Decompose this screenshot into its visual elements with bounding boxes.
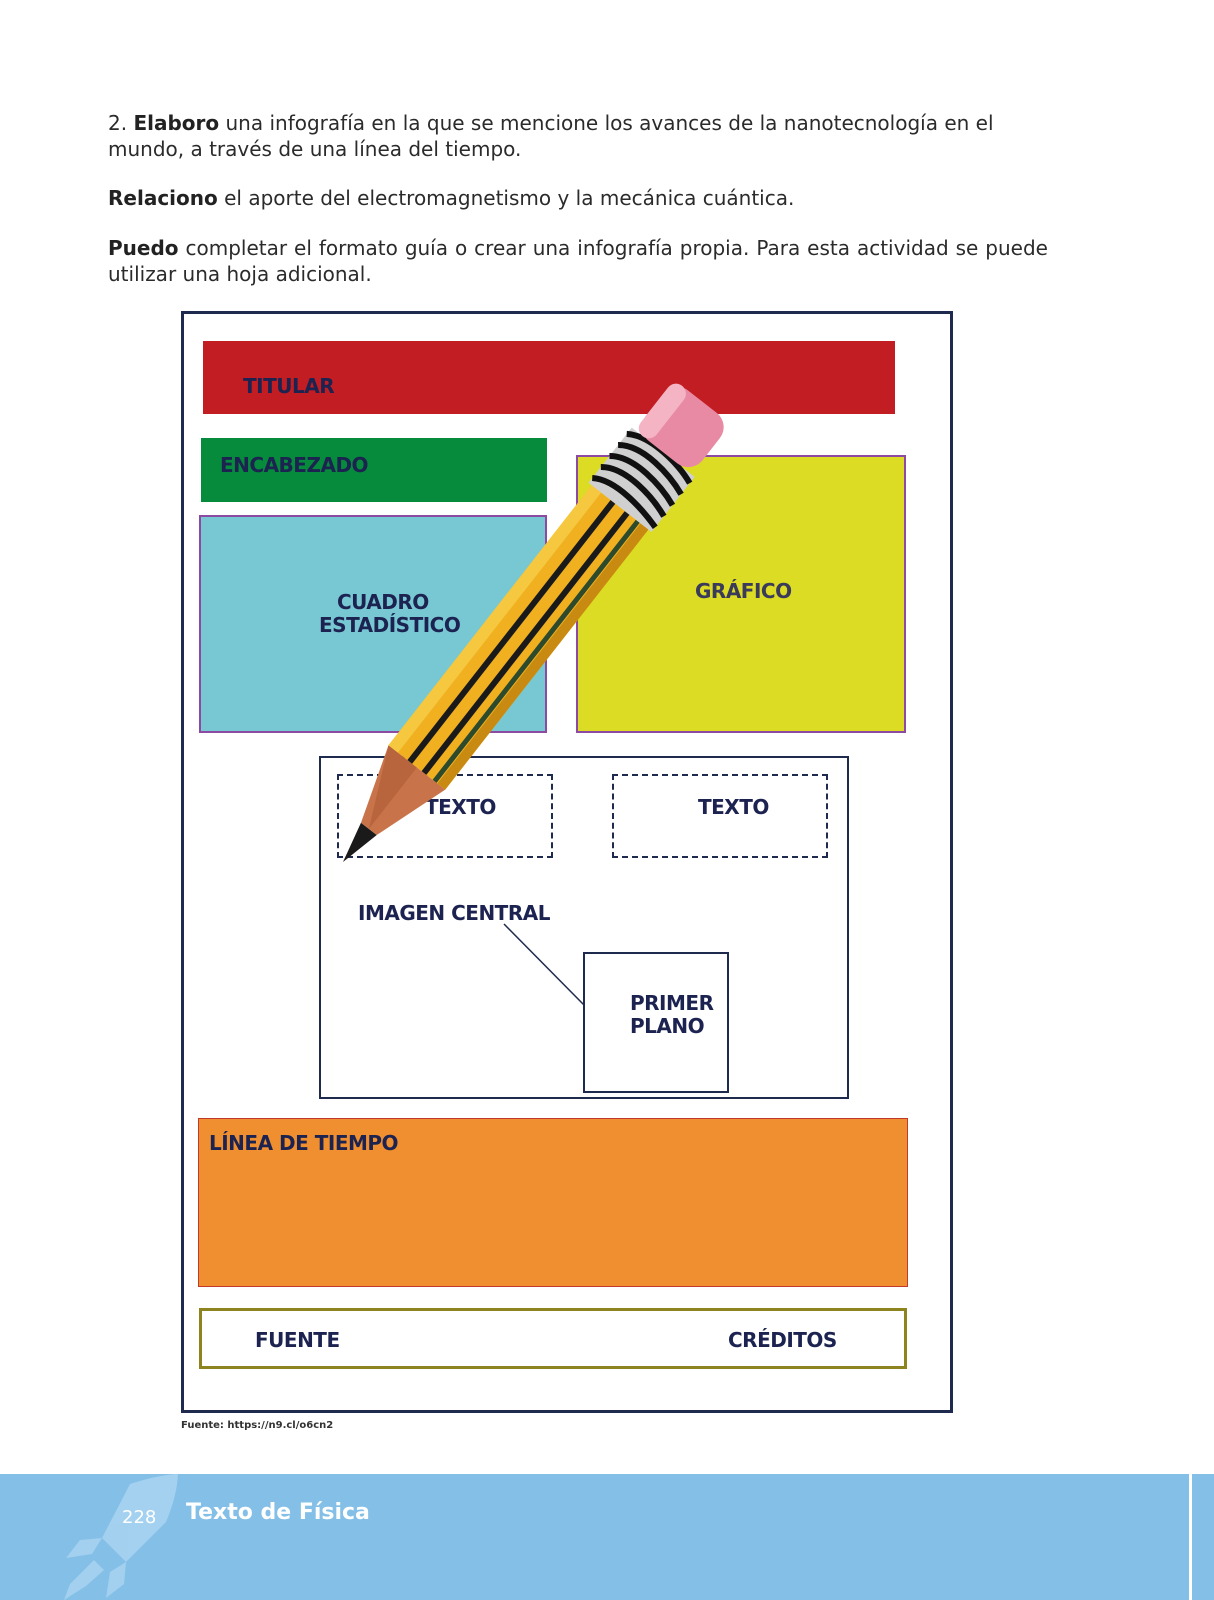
fuente-label: FUENTE [255,1328,340,1352]
page-number: 228 [122,1507,157,1528]
book-title: Texto de Física [186,1500,370,1525]
rocket-icon [50,1474,190,1600]
instruction-text-2: el aporte del electromagnetismo y la mecánica cuántica. [224,186,795,210]
cuadro-label-line1: CUADRO [337,590,429,614]
item-number: 2. [108,111,128,135]
instruction-text-1: una infografía en la que se mencione los avances de la nanotecnología en el mundo, a través de una línea del tiempo. [108,111,994,161]
texto-right-label: TEXTO [698,795,769,819]
cuadro-label-line2: ESTADÍSTICO [319,613,461,637]
verb-relaciono: Relaciono [108,186,218,210]
creditos-label: CRÉDITOS [728,1328,837,1352]
verb-elaboro: Elaboro [133,111,220,135]
primer-plano-line1: PRIMER [630,991,714,1015]
titular-label: TITULAR [243,374,335,398]
imagen-central-label: IMAGEN CENTRAL [358,901,550,925]
grafico-label: GRÁFICO [695,579,792,603]
primer-plano-line2: PLANO [630,1014,705,1038]
texto-left-label: TEXTO [425,795,496,819]
footer-edge-line [1189,1474,1192,1600]
instruction-text-3: completar el formato guía o crear una infografía propia. Para esta actividad se puede utilizar una hoja adicional. [108,236,1048,286]
linea-tiempo-label: LÍNEA DE TIEMPO [209,1131,399,1155]
verb-puedo: Puedo [108,236,179,260]
source-note: Fuente: https://n9.cl/o6cn2 [181,1420,334,1431]
encabezado-label: ENCABEZADO [220,453,369,477]
